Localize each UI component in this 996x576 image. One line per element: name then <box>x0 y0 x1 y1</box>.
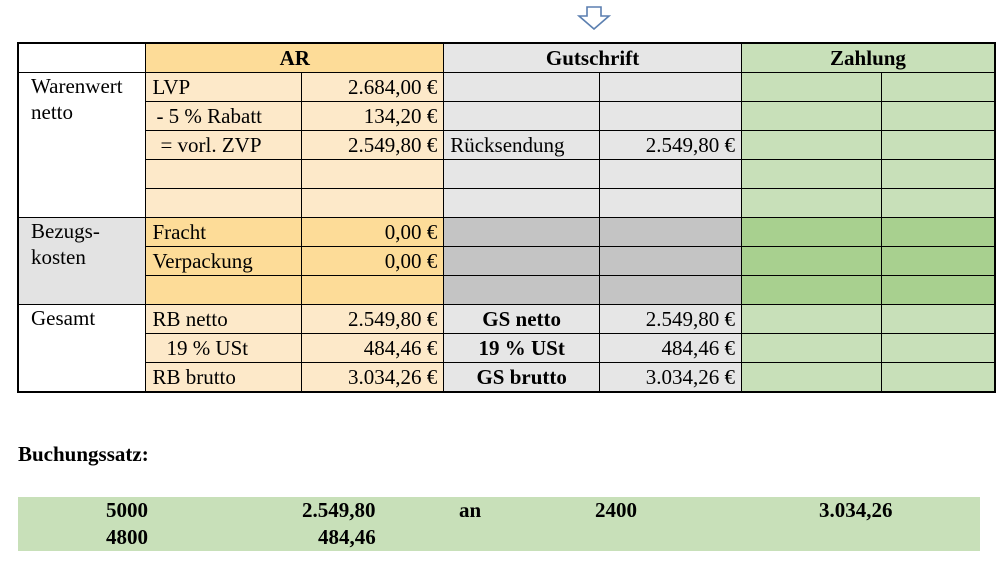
gs-label <box>444 102 600 131</box>
zahlung-cell <box>881 334 995 363</box>
zahlung-cell <box>881 160 995 189</box>
zahlung-cell <box>881 247 995 276</box>
zahlung-cell <box>741 334 881 363</box>
ar-label: Verpackung <box>146 247 302 276</box>
ar-value: 2.684,00 € <box>302 73 444 102</box>
ar-empty-cell <box>302 189 444 218</box>
an-keyword: an <box>459 498 482 522</box>
table-row <box>18 247 995 276</box>
gs-value <box>600 73 742 102</box>
gs-label: GS netto <box>444 305 600 334</box>
ar-empty-cell <box>302 276 444 305</box>
bezugskosten-label <box>18 218 146 305</box>
zahlung-cell <box>741 73 881 102</box>
ar-value: 2.549,80 € <box>302 131 444 160</box>
gs-value: 2.549,80 € <box>600 305 742 334</box>
ar-empty-cell <box>302 160 444 189</box>
ar-label: - 5 % Rabatt <box>146 102 302 131</box>
gesamt-label: Gesamt <box>18 305 146 393</box>
warenwert-label-line2: netto <box>31 100 73 124</box>
gs-label: 19 % USt <box>444 334 600 363</box>
ar-label: RB brutto <box>146 363 302 393</box>
zahlung-cell <box>881 305 995 334</box>
gs-empty-cell <box>600 189 742 218</box>
soll-konto: 5000 <box>106 498 148 522</box>
zahlung-cell <box>881 73 995 102</box>
gs-empty-cell <box>444 276 600 305</box>
table-row <box>18 334 995 363</box>
table-row <box>18 131 995 160</box>
ar-value: 2.549,80 € <box>302 305 444 334</box>
buchungssatz-title: Buchungssatz: <box>18 442 149 466</box>
zahlung-cell <box>881 363 995 393</box>
gs-value <box>600 102 742 131</box>
header-empty-cell <box>18 43 146 73</box>
gs-label: GS brutto <box>444 363 600 393</box>
warenwert-label <box>18 73 146 218</box>
gs-empty-cell <box>600 160 742 189</box>
soll-betrag: 2.549,80 <box>302 498 376 522</box>
haben-betrag: 3.034,26 <box>819 498 893 522</box>
ar-label: = vorl. ZVP <box>146 131 302 160</box>
haben-konto: 2400 <box>595 498 637 522</box>
soll-betrag: 484,46 <box>318 525 376 549</box>
calculation-table <box>17 42 996 393</box>
warenwert-label-line1: Warenwert <box>31 74 123 98</box>
zahlung-cell <box>741 160 881 189</box>
ar-label: RB netto <box>146 305 302 334</box>
zahlung-cell <box>881 131 995 160</box>
table-row <box>18 305 995 334</box>
zahlung-cell <box>741 363 881 393</box>
booking-entry <box>18 497 980 551</box>
header-row <box>18 43 995 73</box>
header-gutschrift: Gutschrift <box>444 43 742 73</box>
gs-value: 3.034,26 € <box>600 363 742 393</box>
header-zahlung: Zahlung <box>741 43 995 73</box>
gs-empty-cell <box>444 218 600 247</box>
ar-value: 484,46 € <box>302 334 444 363</box>
zahlung-cell <box>881 218 995 247</box>
zahlung-cell <box>741 218 881 247</box>
zahlung-cell <box>881 102 995 131</box>
zahlung-cell <box>741 276 881 305</box>
gs-empty-cell <box>444 189 600 218</box>
table-row <box>18 363 995 393</box>
table-row <box>18 276 995 305</box>
bezugskosten-label-line1: Bezugs- <box>31 219 100 243</box>
bezugskosten-label-line2: kosten <box>31 245 86 269</box>
zahlung-cell <box>741 131 881 160</box>
gs-empty-cell <box>600 218 742 247</box>
table-row <box>18 189 995 218</box>
table-row <box>18 160 995 189</box>
ar-label: 19 % USt <box>146 334 302 363</box>
gs-label: Rücksendung <box>444 131 600 160</box>
zahlung-cell <box>741 247 881 276</box>
header-ar: AR <box>146 43 444 73</box>
table-row <box>18 102 995 131</box>
table-row <box>18 73 995 102</box>
ar-empty-cell <box>146 160 302 189</box>
gs-value: 484,46 € <box>600 334 742 363</box>
table-row <box>18 218 995 247</box>
ar-label: LVP <box>146 73 302 102</box>
gs-empty-cell <box>444 247 600 276</box>
gs-empty-cell <box>600 276 742 305</box>
down-arrow-icon <box>576 6 612 30</box>
ar-empty-cell <box>146 189 302 218</box>
ar-value: 3.034,26 € <box>302 363 444 393</box>
zahlung-cell <box>881 276 995 305</box>
gs-value: 2.549,80 € <box>600 131 742 160</box>
ar-label: Fracht <box>146 218 302 247</box>
ar-empty-cell <box>146 276 302 305</box>
zahlung-cell <box>741 305 881 334</box>
ar-value: 134,20 € <box>302 102 444 131</box>
ar-value: 0,00 € <box>302 218 444 247</box>
gs-empty-cell <box>444 160 600 189</box>
gs-label <box>444 73 600 102</box>
zahlung-cell <box>741 189 881 218</box>
ar-value: 0,00 € <box>302 247 444 276</box>
zahlung-cell <box>881 189 995 218</box>
soll-konto: 4800 <box>106 525 148 549</box>
zahlung-cell <box>741 102 881 131</box>
gs-empty-cell <box>600 247 742 276</box>
